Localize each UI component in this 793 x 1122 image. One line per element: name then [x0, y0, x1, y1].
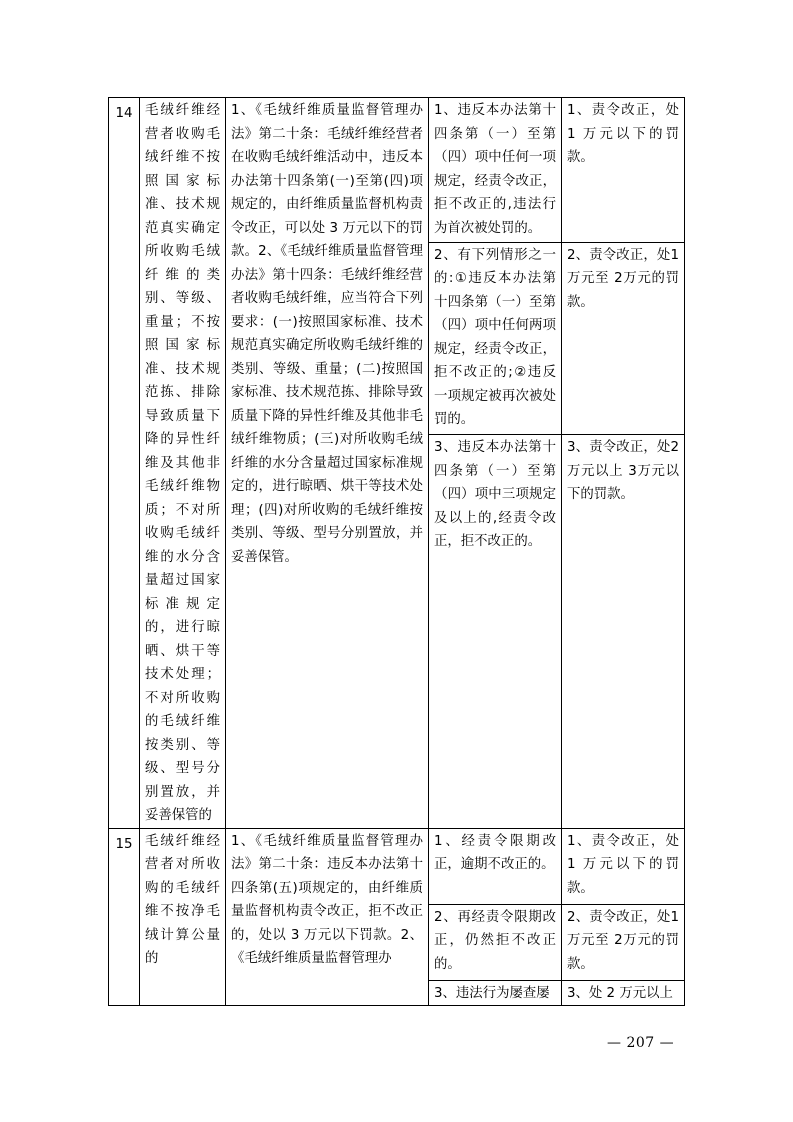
penalty-standard-cell: 1、责令改正，处 1 万元以下的罚款。	[562, 828, 685, 904]
row-number: 14	[109, 98, 140, 829]
legal-basis-text: 1、《毛绒纤维质量监督管理办法》第二十条：毛绒纤维经营者在收购毛绒纤维活动中，违反本办法第十四条第(一)至第(四)项规定的，由纤维质量监督机构责令改正，可以处 3 万元以下的罚款。2、《毛绒纤维质量监督管理办法》第十四条：毛绒纤维经营者收购毛绒纤维，应当符合下列要求：(一)按照国家标准、技术规范真实确定所收购毛绒纤维的类别、等级、重量；(二)按照国家标准、技术规范拣、排除导致质量下降的异性纤维及其他非毛绒纤维物质；(三)对所收购毛绒纤维的水分含量超过国家标准规定的，进行晾晒、烘干等技术处理；(四)对所收购的毛绒纤维按类别、等级、型号分别置放，并妥善保管。	[231, 103, 423, 565]
circumstance-cell: 3、违反本办法第十四条第（一）至第（四）项中三项规定及以上的,经责令改正，拒不改正的。	[429, 435, 562, 828]
page-number: — 207 —	[607, 1035, 675, 1051]
penalty-standard-cell: 3、责令改正，处2万元以上 3万元以下的罚款。	[562, 435, 685, 828]
penalty-standard-cell: 3、处 2 万元以上	[562, 980, 685, 1006]
circumstance-cell: 2、有下列情形之一的:①违反本办法第十四条第（一）至第（四）项中任何两项规定，经责令改正，拒不改正的;②违反一项规定被再次被处罚的。	[429, 242, 562, 435]
table-row	[109, 828, 685, 904]
table-row	[109, 98, 685, 243]
violation-behavior: 毛绒纤维经营者对所收购的毛绒纤维不按净毛绒计算公量的	[140, 828, 226, 1006]
violation-behavior: 毛绒纤维经营者收购毛绒纤维不按照国家标准、技术规范真实确定所收购毛绒纤维的类别、等级、重量；不按照国家标准、技术规范拣、排除导致质量下降的异性纤维及其他非毛绒纤维物质；不对所收购毛绒纤维的水分含量超过国家标准规定的，进行晾晒、烘干等技术处理；不对所收购的毛绒纤维按类别、等级、型号分别置放，并妥善保管的	[140, 98, 226, 829]
circumstance-cell: 1、经责令限期改正，逾期不改正的。	[429, 828, 562, 904]
legal-basis: 1、《毛绒纤维质量监督管理办法》第二十条：违反本办法第十四条第(五)项规定的，由纤维质量监督机构责令改正，拒不改正的，处以 3 万元以下罚款。2、《毛绒纤维质量监督管理办	[226, 828, 429, 1006]
row-number: 15	[109, 828, 140, 1006]
penalty-standard-cell: 2、责令改正，处1万元至 2万元的罚款。	[562, 904, 685, 980]
penalty-standard-cell: 1、责令改正，处 1 万元以下的罚款。	[562, 98, 685, 243]
penalty-table	[108, 97, 685, 1006]
penalty-standard-cell: 2、责令改正，处1万元至 2万元的罚款。	[562, 242, 685, 435]
circumstance-cell: 3、违法行为屡查屡	[429, 980, 562, 1006]
circumstance-cell: 1、违反本办法第十四条第（一）至第（四）项中任何一项规定，经责令改正，拒不改正的,违法行为首次被处罚的。	[429, 98, 562, 243]
circumstance-cell: 2、再经责令限期改正，仍然拒不改正的。	[429, 904, 562, 980]
legal-basis	[226, 98, 429, 829]
